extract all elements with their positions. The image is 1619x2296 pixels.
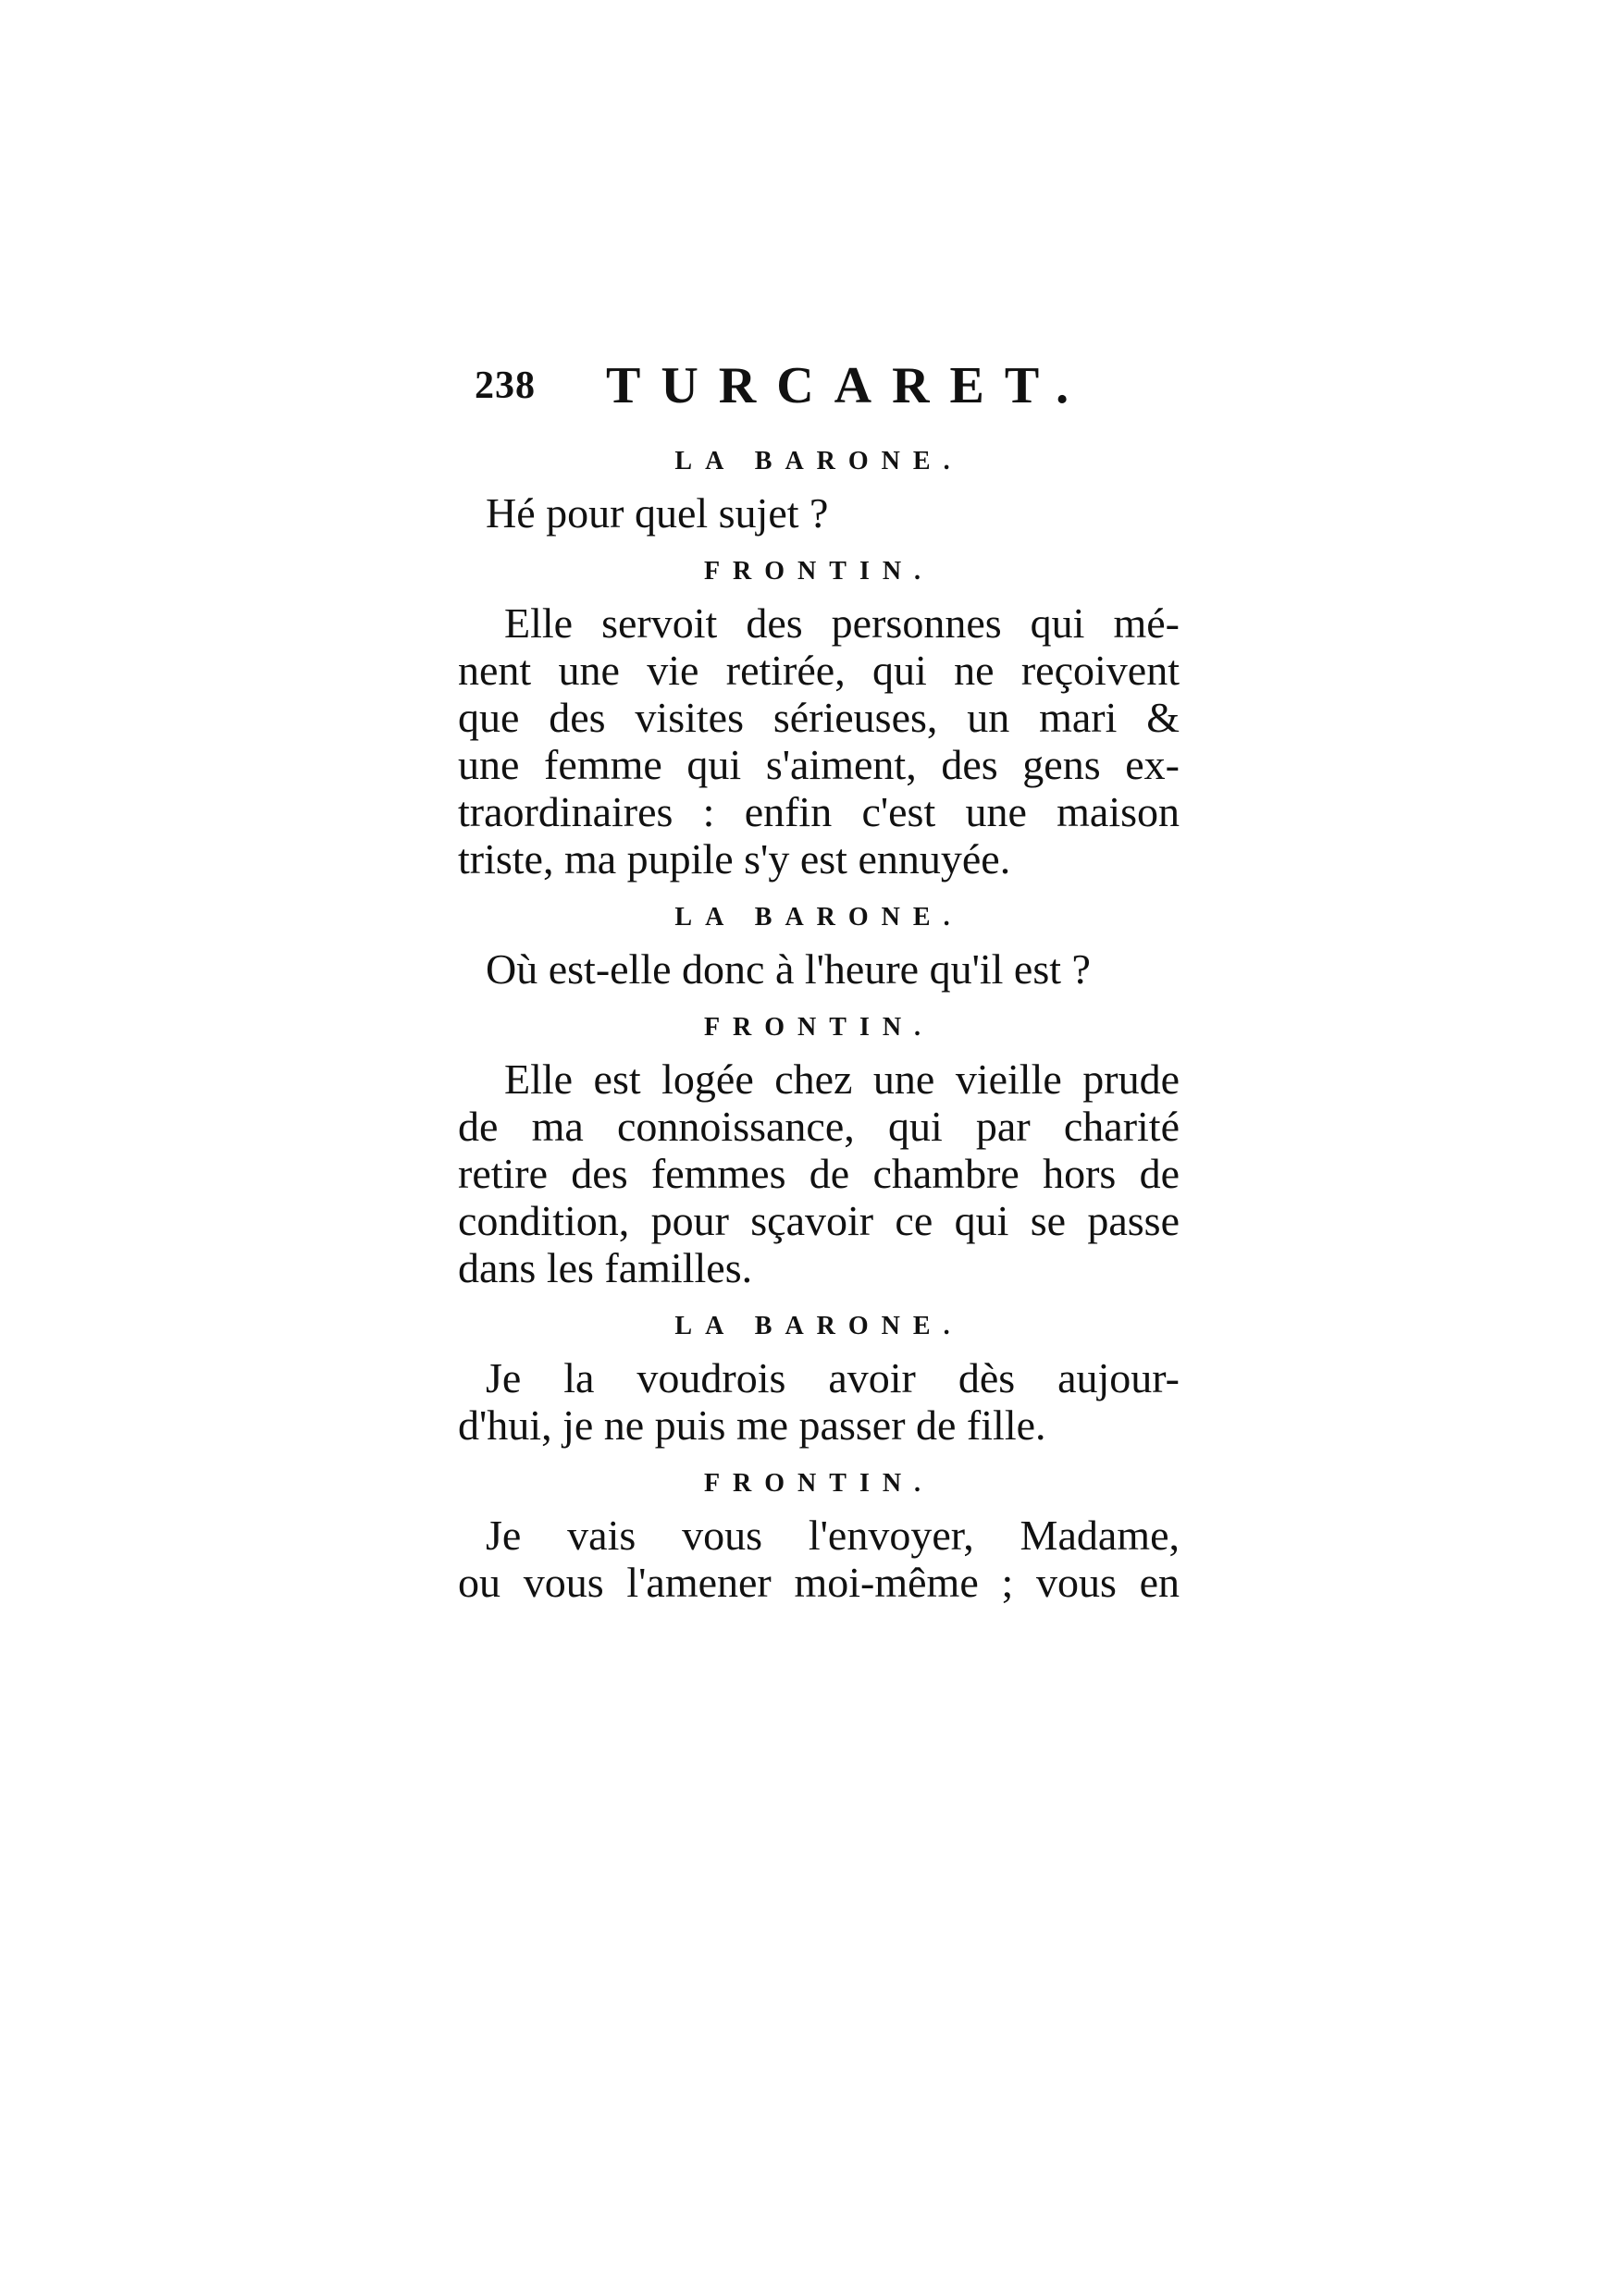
speech	[458, 1354, 1180, 1449]
speech	[458, 945, 1180, 993]
speech-line: que des visites sérieuses, un mari &	[458, 694, 1180, 741]
speech-line: dans les familles.	[458, 1244, 753, 1291]
speech-line: Elle est logée chez une vieille prude	[504, 1055, 1180, 1103]
text-block	[458, 356, 1180, 1606]
speech-line: Hé pour quel sujet ?	[486, 489, 829, 537]
speech-line: ou vous l'amener moi-même ; vous en	[458, 1559, 1180, 1606]
speech-line: de ma connoissance, qui par charité	[458, 1103, 1180, 1150]
running-head	[458, 356, 1180, 426]
speech-line: retire des femmes de chambre hors de	[458, 1150, 1180, 1197]
speech-line: condition, pour sçavoir ce qui se passe	[458, 1197, 1180, 1244]
running-title: TURCARET.	[606, 357, 1090, 414]
speech-line: d'hui, je ne puis me passer de fille.	[458, 1401, 1046, 1449]
speaker-name: FRONTIN.	[703, 1469, 934, 1498]
speech	[458, 1055, 1180, 1291]
speaker-name: LA BARONE.	[674, 1312, 963, 1340]
speech-line: une femme qui s'aiment, des gens ex-	[458, 741, 1180, 788]
speech-line: nent une vie retirée, qui ne reçoivent	[458, 647, 1180, 694]
speech	[458, 489, 1180, 537]
speaker-name: LA BARONE.	[674, 903, 963, 932]
speech-line: Je la voudrois avoir dès aujour-	[486, 1354, 1180, 1401]
page-number: 238	[475, 364, 536, 407]
speech-line: Elle servoit des personnes qui mé-	[504, 599, 1180, 647]
speech-line: triste, ma pupile s'y est ennuyée.	[458, 835, 1011, 883]
speaker-name: FRONTIN.	[703, 1013, 934, 1042]
speaker-name: FRONTIN.	[703, 557, 934, 586]
speech-line: Où est-elle donc à l'heure qu'il est ?	[486, 945, 1091, 993]
speech	[458, 1512, 1180, 1606]
speech-line: Je vais vous l'envoyer, Madame,	[486, 1512, 1180, 1559]
speaker-name: LA BARONE.	[674, 447, 963, 475]
speech	[458, 599, 1180, 883]
speech-line: traordinaires : enfin c'est une maison	[458, 788, 1180, 835]
